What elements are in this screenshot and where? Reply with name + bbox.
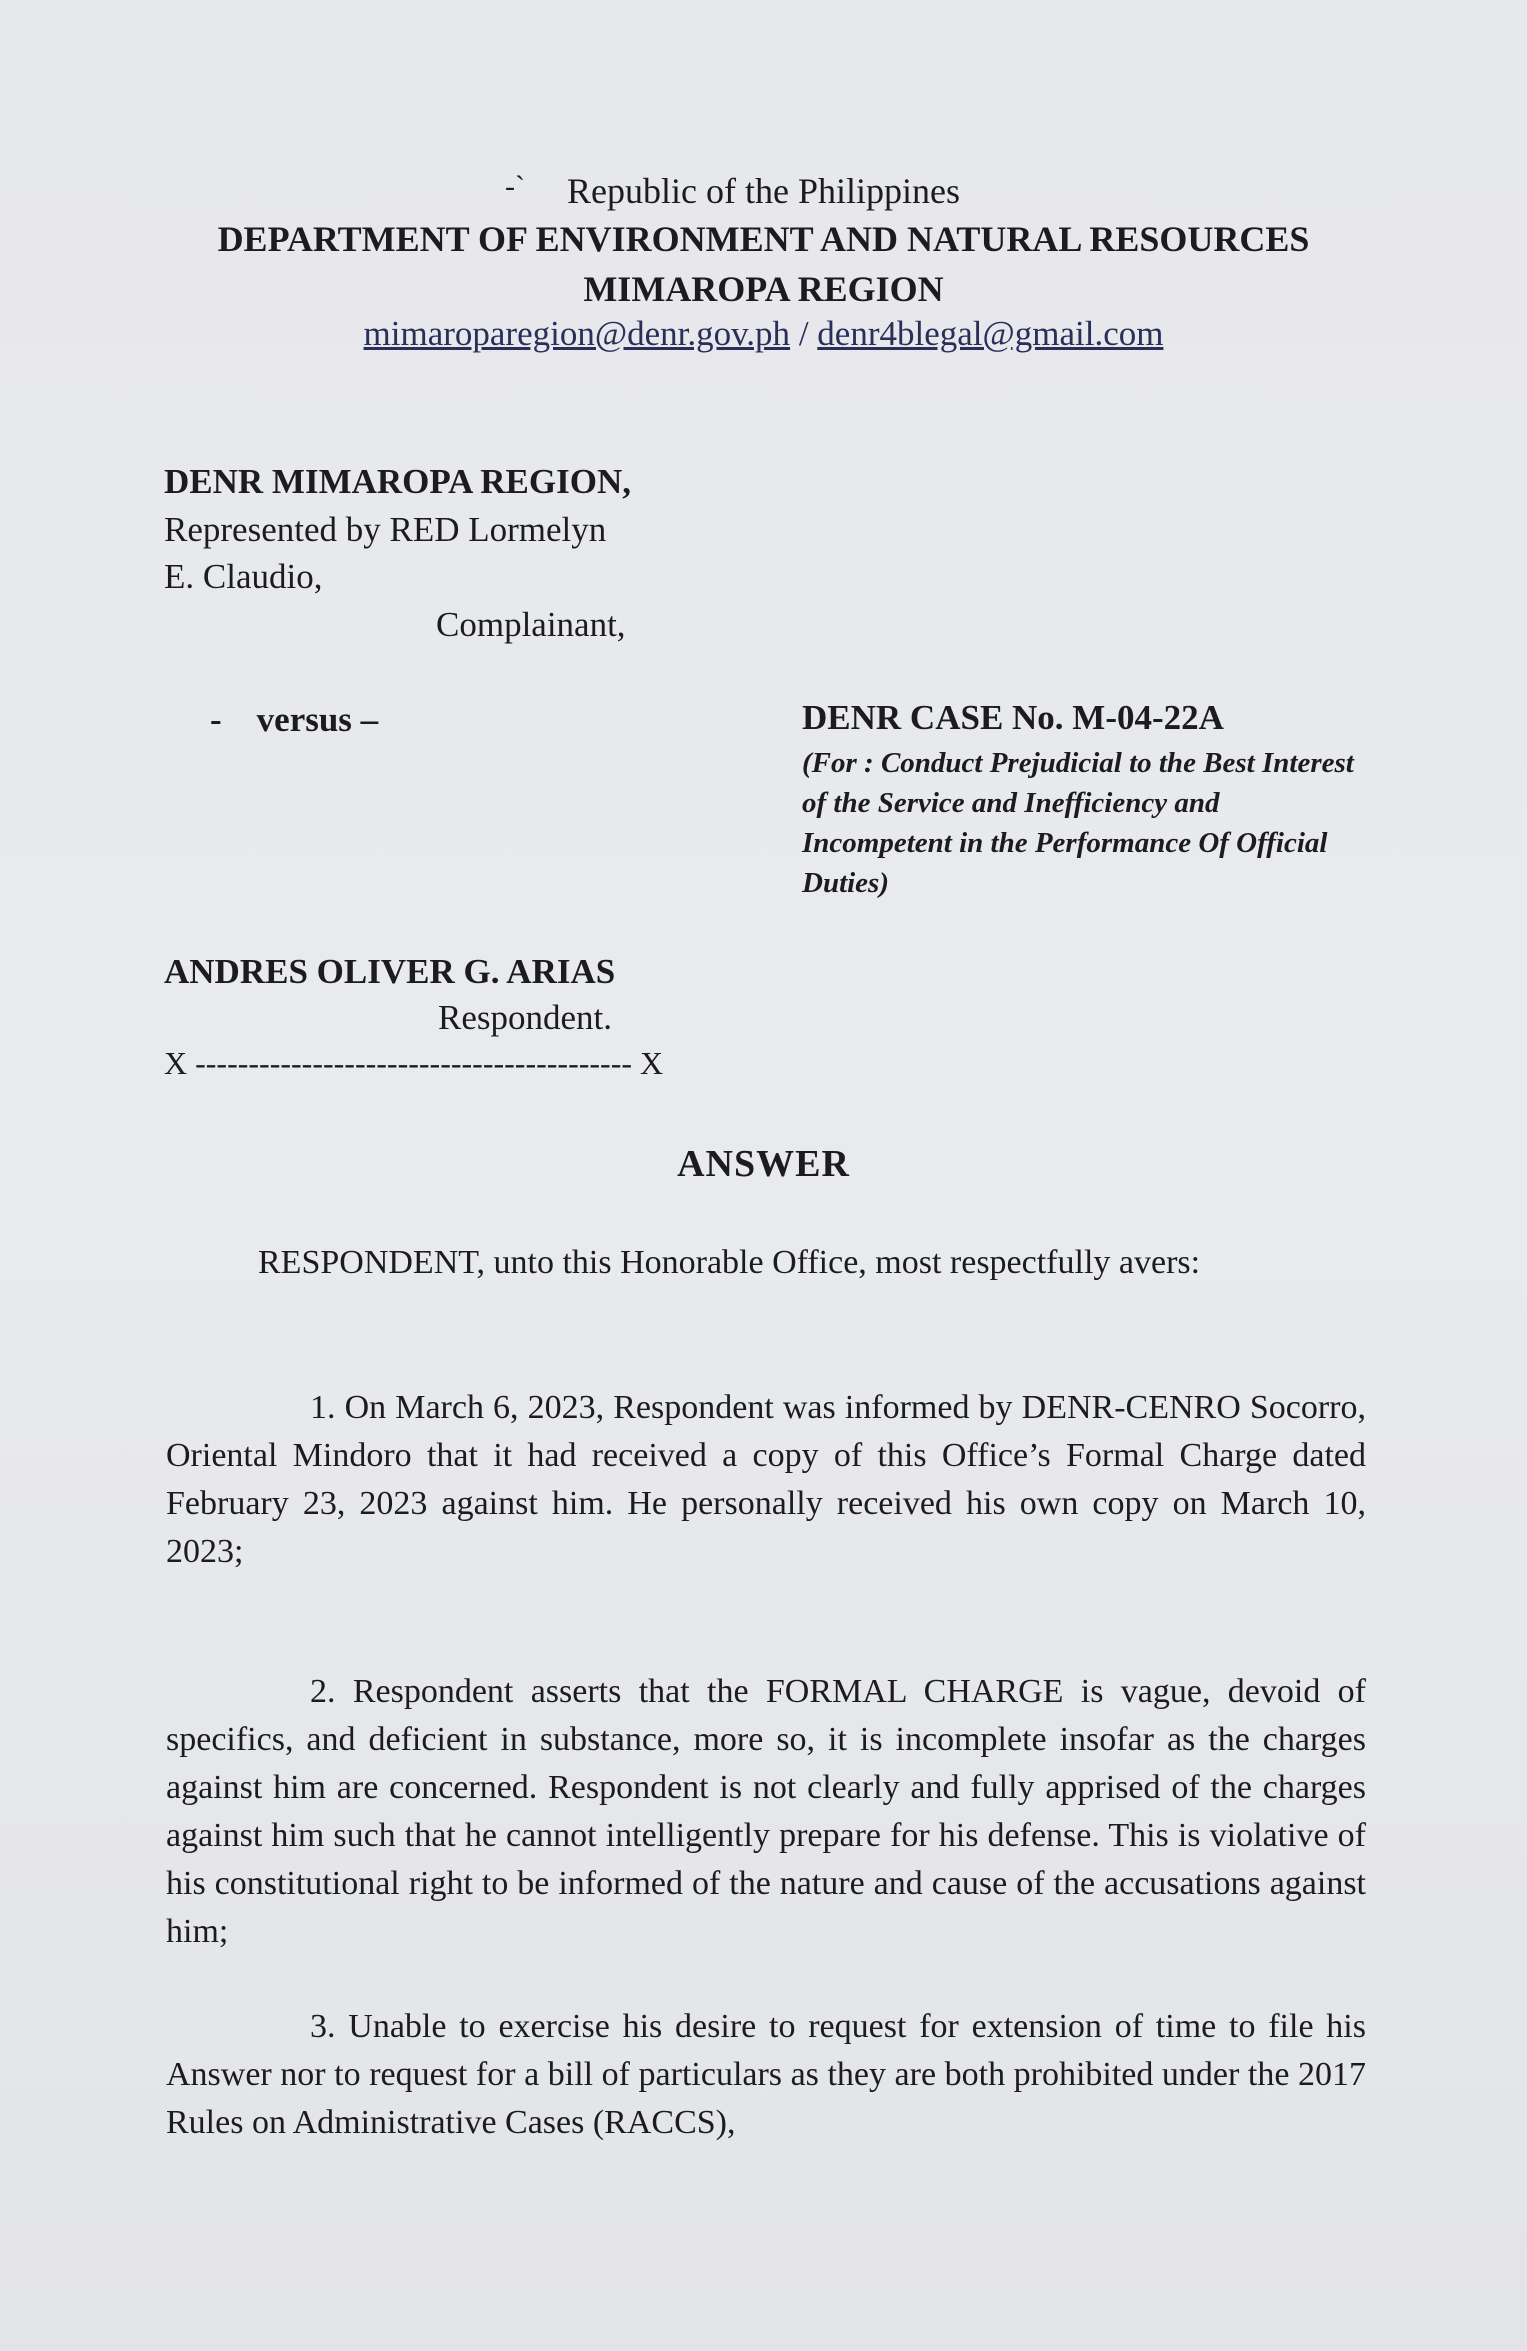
paragraph-3: 3. Unable to exercise his desire to request for extension of time to file his Answer nor to request for a bill of particulars as they are both prohibited under the 2017 Rules on Administrative Cases (RACCS), [166, 2008, 1366, 2141]
case-description: (For : Conduct Prejudicial to the Best Interest of the Service and Inefficiency and Incompetent in the Performance Of Official Duties) [802, 747, 1354, 899]
paragraph-1: 1. On March 6, 2023, Respondent was informed by DENR-CENRO Socorro, Oriental Mindoro that it had received a copy of this Office’s Formal Charge dated February 23, 2023 against him. He personally received his own copy on March 10, 2023; [166, 1389, 1366, 1570]
versus-label: - versus – [210, 700, 379, 739]
republic-line: Republic of the Philippines [567, 171, 960, 211]
caption-divider: X ----------------------------------------- X [164, 1045, 664, 1081]
case-number: DENR CASE No. M-04-22A [802, 698, 1224, 737]
region-name: MIMAROPA REGION [583, 269, 944, 309]
represented-by-line1: Represented by RED Lormelyn [164, 510, 607, 549]
complainant-label: Complainant, [436, 605, 626, 644]
stray-mark: -` [505, 170, 525, 203]
email-link-region[interactable]: mimaroparegion@denr.gov.ph [363, 314, 791, 353]
respondent-label: Respondent. [438, 998, 613, 1037]
email-link-legal[interactable]: denr4blegal@gmail.com [817, 314, 1164, 353]
department-name: DEPARTMENT OF ENVIRONMENT AND NATURAL RESOURCES [217, 219, 1310, 259]
document-title: ANSWER [677, 1143, 850, 1185]
email-separator: / [790, 314, 818, 353]
respondent-name: ANDRES OLIVER G. ARIAS [164, 952, 616, 991]
paragraph-2: 2. Respondent asserts that the FORMAL CHARGE is vague, devoid of specifics, and deficient in substance, more so, it is incomplete insofar as the charges against him are concerned. Respondent is not clearly and fully apprised of the charges against him such that he cannot intelligently prepare for his defense. This is violative of his constitutional right to be informed of the nature and cause of the accusations against him; [166, 1673, 1366, 1950]
contact-emails [0, 314, 1527, 354]
complainant-name: DENR MIMAROPA REGION, [164, 462, 631, 501]
represented-by-line2: E. Claudio, [164, 557, 323, 596]
intro-statement: RESPONDENT, unto this Honorable Office, most respectfully avers: [258, 1244, 1201, 1281]
